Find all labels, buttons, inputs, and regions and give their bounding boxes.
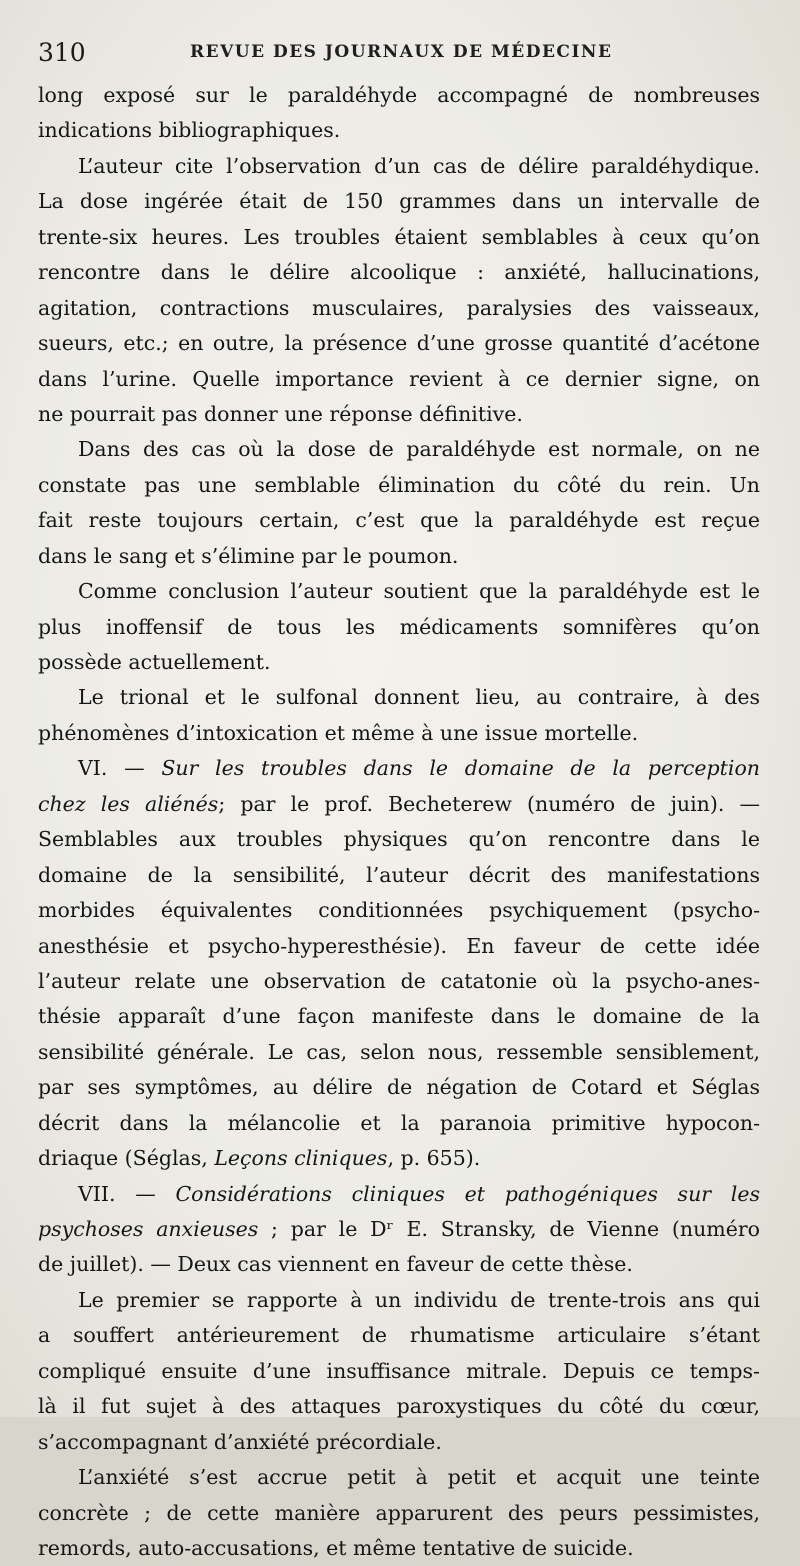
text-line: [38, 503, 760, 538]
text-segment: rencontre dans le délire alcoolique : anxiété, hallucinations,: [38, 260, 760, 285]
text-segment: concrète ; de cette manière apparurent des peurs pessimistes,: [38, 1500, 760, 1525]
text-line: [38, 1035, 760, 1070]
body-text: [38, 78, 760, 1566]
text-line: [38, 858, 760, 893]
text-segment: indications bibliographiques.: [38, 118, 341, 143]
text-line: [38, 893, 760, 928]
text-line: [38, 999, 760, 1034]
text-line: [38, 255, 760, 290]
text-segment: là il fut sujet à des attaques paroxystiques du côté du cœur,: [38, 1394, 760, 1419]
text-line: [38, 1106, 760, 1141]
text-segment: ne pourrait pas donner une réponse définitive.: [38, 401, 523, 426]
text-segment: par ses symptômes, au délire de négation de Cotard et Séglas: [38, 1075, 760, 1100]
text-line: [38, 184, 760, 219]
text-segment: fait reste toujours certain, c’est que la paraldéhyde est reçue: [38, 508, 760, 533]
text-segment: thésie apparaît d’une façon manifeste dans le domaine de la: [38, 1004, 760, 1029]
italic-text: Sur les troubles dans le domaine de la perception: [161, 756, 760, 781]
text-line: [38, 539, 760, 574]
text-line: [38, 291, 760, 326]
text-segment: dans l’urine. Quelle importance revient à ce dernier signe, on: [38, 366, 760, 391]
text-segment: Dans des cas où la dose de paraldéhyde est normale, on ne: [78, 437, 760, 462]
text-line: [38, 220, 760, 255]
text-line: [38, 326, 760, 361]
text-line: [38, 680, 760, 715]
text-line: [38, 78, 760, 113]
text-segment: ; par le Dʳ E. Stransky, de Vienne (numéro: [258, 1217, 760, 1241]
text-segment: domaine de la sensibilité, l’auteur décrit des manifestations: [38, 862, 760, 887]
text-segment: Le trional et le sulfonal donnent lieu, au contraire, à des: [78, 685, 760, 710]
text-line: [38, 149, 760, 184]
text-segment: anesthésie et psycho-hyperesthésie). En faveur de cette idée: [38, 933, 760, 958]
text-line: [38, 1531, 760, 1566]
text-segment: VII. —: [78, 1181, 176, 1206]
text-segment: L’anxiété s’est accrue petit à petit et acquit une teinte: [78, 1465, 760, 1490]
text-segment: dans le sang et s’élimine par le poumon.: [38, 543, 459, 568]
text-line: [38, 1141, 760, 1176]
text-segment: sensibilité générale. Le cas, selon nous, ressemble sensiblement,: [38, 1039, 760, 1064]
text-segment: VI. —: [78, 756, 162, 781]
text-segment: morbides équivalentes conditionnées psychiquement (psycho-: [38, 898, 760, 923]
text-segment: constate pas une semblable élimination du côté du rein. Un: [38, 472, 760, 497]
text-line: [38, 468, 760, 503]
text-line: [38, 1283, 760, 1318]
italic-text: chez les aliénés: [38, 791, 219, 816]
text-segment: Le premier se rapporte à un individu de trente-trois ans qui: [78, 1287, 760, 1312]
running-head: REVUE DES JOURNAUX DE MÉDECINE: [190, 42, 613, 62]
text-line: [38, 751, 760, 786]
text-segment: trente-six heures. Les troubles étaient semblables à ceux qu’on: [38, 224, 760, 249]
text-line: [38, 432, 760, 467]
text-segment: remords, auto-accusations, et même tentative de suicide.: [38, 1535, 634, 1560]
text-segment: , p. 655).: [387, 1146, 481, 1171]
text-line: [38, 397, 760, 432]
text-line: [38, 113, 760, 148]
text-segment: l’auteur relate une observation de catatonie où la psycho-anes-: [38, 968, 760, 993]
text-segment: La dose ingérée était de 150 grammes dans un intervalle de: [38, 189, 760, 214]
text-segment: de juillet). — Deux cas viennent en faveur de cette thèse.: [38, 1252, 633, 1277]
text-segment: ; par le prof. Becheterew (numéro de juin). —: [218, 791, 760, 816]
text-line: [38, 362, 760, 397]
text-line: [38, 1247, 760, 1282]
text-line: [38, 1318, 760, 1353]
text-segment: agitation, contractions musculaires, paralysies des vaisseaux,: [38, 295, 760, 320]
text-line: [38, 929, 760, 964]
italic-text: Leçons cliniques: [214, 1146, 388, 1171]
text-segment: Semblables aux troubles physiques qu’on rencontre dans le: [38, 827, 760, 852]
text-segment: driaque (Séglas,: [38, 1146, 215, 1171]
text-segment: sueurs, etc.; en outre, la présence d’une grosse quantité d’acétone: [38, 331, 760, 356]
text-segment: L’auteur cite l’observation d’un cas de délire paraldéhydique.: [78, 153, 760, 178]
text-line: [38, 1496, 760, 1531]
text-line: [38, 822, 760, 857]
page-number: 310: [38, 38, 86, 67]
text-line: [38, 716, 760, 751]
text-segment: plus inoffensif de tous les médicaments somnifères qu’on: [38, 614, 760, 639]
text-line: [38, 787, 760, 822]
text-segment: s’accompagnant d’anxiété précordiale.: [38, 1429, 442, 1454]
text-segment: compliqué ensuite d’une insuffisance mitrale. Depuis ce temps-: [38, 1358, 760, 1383]
text-segment: décrit dans la mélancolie et la paranoia primitive hypocon-: [38, 1110, 760, 1135]
text-line: [38, 1460, 760, 1495]
text-line: [38, 1177, 760, 1212]
text-segment: Comme conclusion l’auteur soutient que la paraldéhyde est le: [78, 579, 760, 604]
italic-text: psychoses anxieuses: [38, 1217, 259, 1241]
italic-text: Considérations cliniques et pathogéniques sur les: [175, 1181, 761, 1206]
text-line: [38, 1212, 760, 1247]
text-line: [38, 645, 760, 680]
text-line: [38, 1070, 760, 1105]
text-line: [38, 1389, 760, 1424]
text-segment: a souffert antérieurement de rhumatisme articulaire s’étant: [38, 1323, 760, 1348]
text-line: [38, 1425, 760, 1460]
text-segment: phénomènes d’intoxication et même à une issue mortelle.: [38, 720, 639, 745]
text-line: [38, 610, 760, 645]
text-line: [38, 964, 760, 999]
page-header: [38, 34, 758, 74]
text-line: [38, 574, 760, 609]
text-line: [38, 1354, 760, 1389]
text-segment: long exposé sur le paraldéhyde accompagné de nombreuses: [38, 83, 760, 107]
text-segment: possède actuellement.: [38, 650, 271, 674]
